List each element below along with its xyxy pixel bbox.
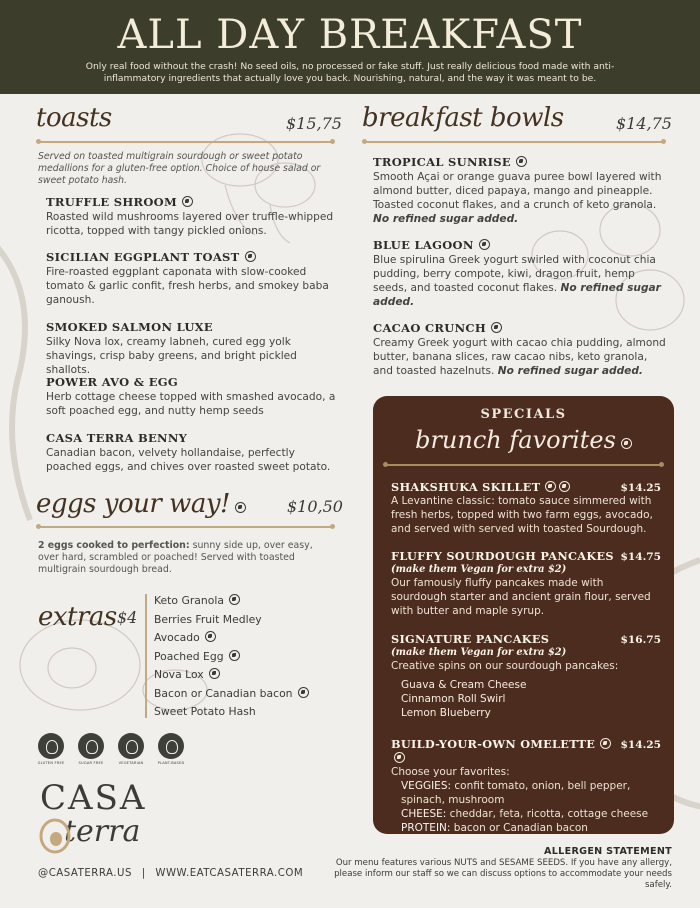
item-name: BLUE LAGOON: [373, 238, 474, 252]
extras-price: $4: [117, 608, 138, 627]
plant-based-icon: [245, 251, 256, 262]
allergen-title: ALLERGEN STATEMENT: [544, 846, 672, 857]
vegetarian-icon: VEGETARIAN: [117, 733, 145, 766]
eggs-price: $10,50: [287, 497, 343, 516]
item-description: Our famously fluffy pancakes made with sourdough starter and ancient grain flour, served with butter and maple syrup.: [391, 577, 651, 617]
toasts-price: $15,75: [286, 114, 342, 133]
item-name: POWER AVO & EGG: [46, 375, 179, 389]
toasts-title: toasts: [36, 103, 112, 133]
list-item: Bacon or Canadian bacon: [154, 685, 309, 704]
header-tagline: Only real food without the crash! No seed oils, no processed or fake stuff. Just really delicious food made with anti-inflammatory ingredients that actually love you back. Nourishing, natural, and the way it was meant to be.: [85, 61, 615, 84]
pancake-flavors: [391, 678, 661, 720]
extras-list: [154, 592, 309, 722]
item-description: Smooth Açai or orange guava puree bowl layered with almond butter, diced papaya, mango and pineapple. Toasted coconut flakes, and a crunch of keto granola. No refined sugar added.: [373, 171, 662, 225]
list-item: Lemon Blueberry: [401, 707, 491, 719]
item-description: Creamy Greek yogurt with cacao chia pudding, almond butter, banana slices, raw cacao nibs, keto granola, and toasted hazelnuts. No refined sugar added.: [373, 337, 666, 377]
omelette-options: [391, 779, 661, 834]
list-item: Keto Granola: [154, 592, 309, 611]
list-item: Sweet Potato Hash: [154, 705, 256, 718]
list-item: CHEESE: cheddar, feta, ricotta, cottage cheese: [401, 808, 649, 820]
item-name: CACAO CRUNCH: [373, 321, 487, 335]
sugar-free-icon: SUGAR FREE: [77, 733, 105, 766]
extras-title: extras: [38, 602, 117, 632]
gluten-free-icon: [394, 752, 405, 763]
menu-item-sicilian-eggplant: [46, 250, 336, 307]
toasts-divider: [38, 141, 333, 143]
gluten-free-icon: [559, 481, 570, 492]
item-name: SIGNATURE PANCAKES: [391, 632, 550, 646]
plant-based-icon: [491, 322, 502, 333]
special-omelette: [391, 737, 661, 834]
item-price: $14.75: [620, 551, 661, 563]
plant-based-icon: [205, 631, 216, 642]
item-name: SICILIAN EGGPLANT TOAST: [46, 250, 240, 264]
item-name: SMOKED SALMON LUXE: [46, 320, 213, 334]
list-item: Avocado: [154, 629, 309, 648]
item-description: Choose your favorites:: [391, 766, 510, 778]
allergen-text: Our menu features various NUTS and SESAME SEEDS. If you have any allergy, please inform our staff so we can discuss options to accommodate your needs safely.: [334, 858, 672, 890]
vegetarian-icon: [600, 738, 611, 749]
item-name: FLUFFY SOURDOUGH PANCAKES: [391, 549, 614, 563]
bowls-title: breakfast bowls: [362, 103, 564, 133]
item-description: Blue spirulina Greek yogurt swirled with coconut chia pudding, berry compote, kiwi, dragon fruit, hemp seeds, and toasted coconut flakes. No refined sugar added.: [373, 254, 661, 308]
item-price: $16.75: [620, 634, 661, 646]
plant-based-icon: [229, 650, 240, 661]
social-handle[interactable]: @CASATERRA.US: [38, 868, 132, 879]
gluten-free-icon: GLUTEN FREE: [37, 733, 65, 766]
plant-based-icon: PLANT-BASED: [157, 733, 185, 766]
plant-based-icon: [235, 502, 246, 513]
list-item: PROTEIN: bacon or Canadian bacon: [401, 822, 588, 834]
plant-based-icon: [182, 196, 193, 207]
eggs-divider: [38, 526, 333, 528]
eggs-description: 2 eggs cooked to perfection: sunny side up, over easy, over hard, scrambled or poached! Served with toasted multigrain sourdough bread.: [38, 540, 313, 575]
plant-based-icon: [516, 156, 527, 167]
page-title: ALL DAY BREAKFAST: [117, 12, 583, 58]
website-link[interactable]: WWW.EATCASATERRA.COM: [155, 868, 304, 879]
specials-subtitle: brunch favorites: [373, 426, 674, 454]
avocado-logo-icon: [38, 818, 72, 854]
header-banner: [0, 0, 700, 94]
vegetarian-icon: [545, 481, 556, 492]
menu-item-blue-lagoon: [373, 238, 668, 309]
toasts-intro: Served on toasted multigrain sourdough or sweet potato medallions for a gluten-free option. Choice of house salad or sweet potato hash.: [38, 151, 321, 186]
footer-links: @CASATERRA.US | WWW.EATCASATERRA.COM: [38, 868, 304, 879]
menu-item-power-avo: [46, 375, 336, 418]
plant-based-icon: [621, 438, 632, 449]
menu-item-cacao-crunch: [373, 321, 668, 378]
item-description: Roasted wild mushrooms layered over truffle-whipped ricotta, topped with tangy pickled onions.: [46, 211, 334, 237]
specials-divider: [385, 464, 662, 466]
diet-icons: [37, 733, 185, 766]
eggs-title: eggs your way!: [36, 489, 246, 519]
list-item: Cinnamon Roll Swirl: [401, 693, 506, 705]
bowls-price: $14,75: [616, 114, 672, 133]
plant-based-icon: [479, 239, 490, 250]
item-description: Fire-roasted eggplant caponata with slow-cooked tomato & garlic confit, fresh herbs, and smokey baba ganoush.: [46, 266, 329, 306]
list-item: Guava & Cream Cheese: [401, 679, 527, 691]
item-price: $14.25: [620, 739, 661, 751]
item-description: Herb cottage cheese topped with smashed avocado, a soft poached egg, and nutty hemp seeds: [46, 391, 336, 417]
extras-divider: [145, 594, 147, 718]
specials-card: [373, 396, 674, 834]
menu-item-casa-terra-benny: [46, 431, 336, 474]
item-name: CASA TERRA BENNY: [46, 431, 188, 445]
item-name: TROPICAL SUNRISE: [373, 155, 511, 169]
item-description: Canadian bacon, velvety hollandaise, perfectly poached eggs, and chives over roasted sweet potato.: [46, 447, 331, 473]
item-price: $14.25: [620, 482, 661, 494]
plant-based-icon: [209, 668, 220, 679]
item-description: Creative spins on our sourdough pancakes:: [391, 660, 619, 672]
special-shakshuka: [391, 480, 661, 536]
menu-item-truffle-shroom: [46, 195, 336, 238]
list-item: Nova Lox: [154, 666, 309, 685]
item-name: TRUFFLE SHROOM: [46, 195, 178, 209]
list-item: Berries Fruit Medley: [154, 612, 262, 626]
item-description: Silky Nova lox, creamy labneh, cured egg yolk shavings, crisp baby greens, and bright pickled shallots.: [46, 336, 297, 376]
menu-item-smoked-salmon: [46, 320, 336, 377]
item-note: (make them Vegan for extra $2): [391, 647, 567, 658]
plant-based-icon: [298, 687, 309, 698]
menu-item-tropical-sunrise: [373, 155, 668, 226]
logo: CASA terra: [40, 780, 146, 848]
bowls-divider: [364, 141, 664, 143]
plant-based-icon: [229, 594, 240, 605]
item-note: (make them Vegan for extra $2): [391, 564, 567, 575]
special-signature-pancakes: [391, 632, 661, 720]
specials-label: SPECIALS: [480, 407, 567, 422]
item-description: A Levantine classic: tomato sauce simmered with fresh herbs, topped with two farm eggs, avocado, and served with served with toasted Sourdough.: [391, 495, 653, 535]
list-item: VEGGIES: confit tomato, onion, bell pepper, spinach, mushroom: [401, 780, 631, 806]
item-name: SHAKSHUKA SKILLET: [391, 480, 541, 494]
list-item: Poached Egg: [154, 648, 309, 667]
item-name: BUILD-YOUR-OWN OMELETTE: [391, 737, 596, 751]
special-fluffy-pancakes: [391, 549, 661, 618]
